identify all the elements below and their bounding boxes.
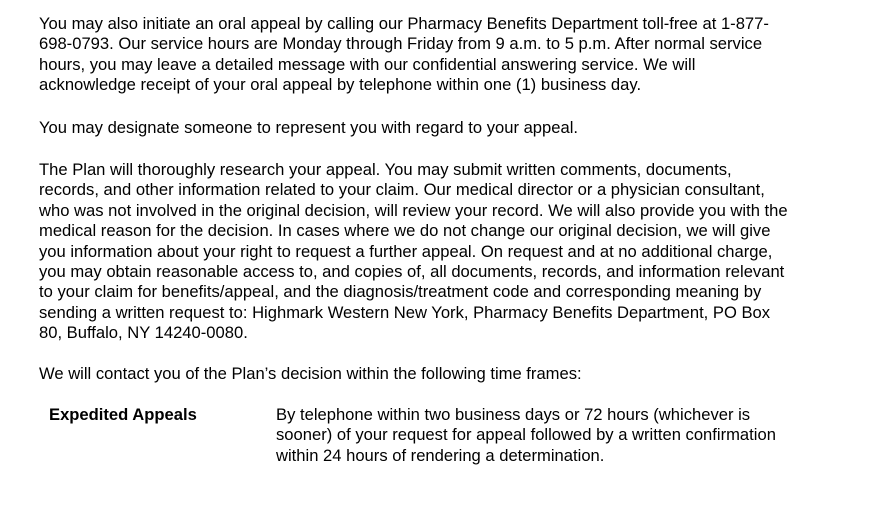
text-line: hours, you may leave a detailed message with our confidential answering service. We will [39, 54, 696, 74]
text-line: You may also initiate an oral appeal by calling our Pharmacy Benefits Department toll-free at 1-877- [39, 14, 769, 33]
text-line: sooner) of your request for appeal followed by a written confirmation [276, 425, 776, 445]
text-line: You may designate someone to represent you with regard to your appeal. [39, 118, 579, 137]
text-line: within 24 hours of rendering a determination. [276, 445, 605, 465]
time-frame-label: Expedited Appeals [49, 405, 197, 424]
text-line: who was not involved in the original decision, will review your record. We will also provide you with the [39, 200, 788, 220]
text-line: to your claim for benefits/appeal, and the diagnosis/treatment code and corresponding meaning by [39, 282, 762, 302]
text-line: acknowledge receipt of your oral appeal by telephone within one (1) business day. [39, 75, 642, 95]
paragraph-representative [39, 118, 578, 138]
text-line: The Plan will thoroughly research your appeal. You may submit written comments, documents, [39, 160, 732, 179]
text-line: We will contact you of the Plan’s decision within the following time frames: [39, 364, 582, 383]
paragraph-research [39, 160, 788, 344]
text-line: medical reason for the decision. In cases where we do not change our original decision, we will give [39, 221, 771, 241]
text-line: you information about your right to request a further appeal. On request and at no additional charge, [39, 241, 773, 261]
paragraph-oral-appeal [39, 14, 769, 96]
text-line: By telephone within two business days or 72 hours (whichever is [276, 405, 751, 424]
text-line: 698-0793. Our service hours are Monday through Friday from 9 a.m. to 5 p.m. After normal service [39, 34, 763, 54]
text-line: 80, Buffalo, NY 14240-0080. [39, 323, 248, 343]
paragraph-contact [39, 364, 582, 384]
text-line: sending a written request to: Highmark Western New York, Pharmacy Benefits Department, PO Box [39, 302, 771, 322]
text-line: records, and other information related to your claim. Our medical director or a physician consultant, [39, 180, 765, 200]
text-line: you may obtain reasonable access to, and copies of, all documents, records, and information relevant [39, 262, 785, 282]
time-frame-description [276, 405, 776, 466]
